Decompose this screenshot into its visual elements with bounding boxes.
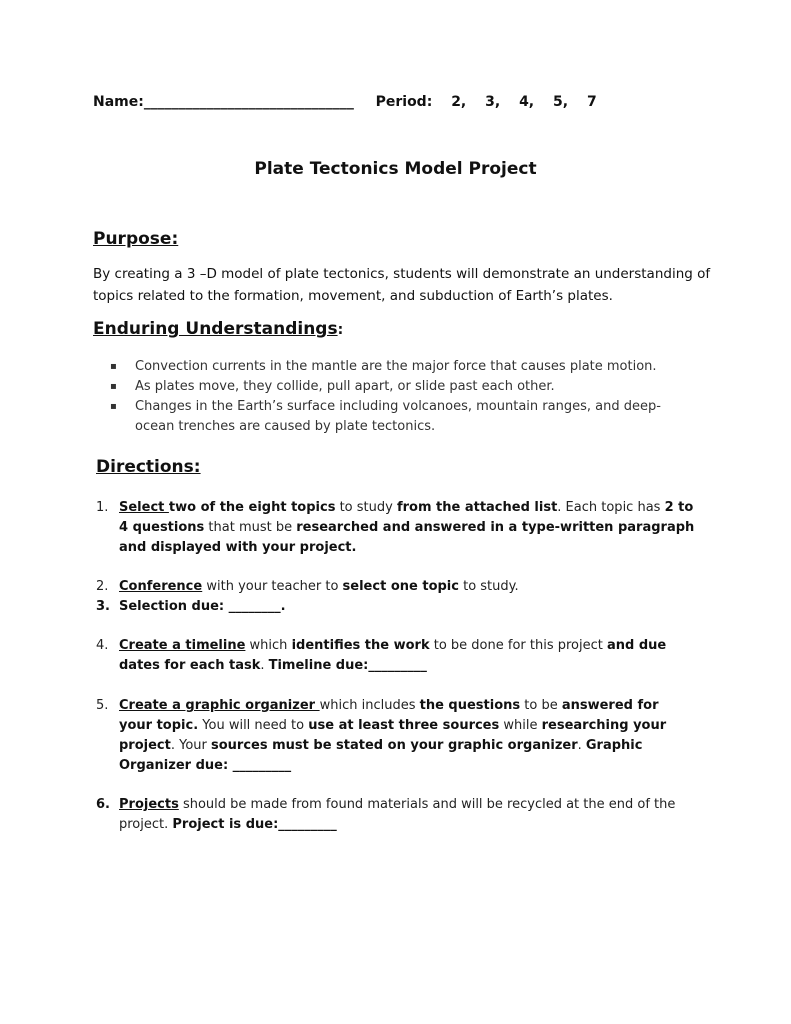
list-item: ▪ Convection currents in the mantle are the major force that causes plate motion. (110, 357, 700, 377)
name-blank: ______________________________ (143, 94, 354, 110)
period-options (437, 94, 597, 110)
direction-step-4: 4. Create a timeline which identifies the work to be done for this project and due dates for each task. Timeline due:_________ (96, 638, 667, 673)
list-item: ▪ Changes in the Earth’s surface including volcanoes, mountain ranges, and deep-ocean trenches are caused by plate tectonics. (110, 397, 700, 437)
purpose-heading: Purpose: (93, 229, 179, 249)
direction-step-3: 3. Selection due: ________. (96, 599, 286, 614)
direction-step-5: 5. Create a graphic organizer which includes the questions to be answered for your topic. You will need to use at least three sources while researching your project. Your sources must be stated on your graphic organizer. Graphic Organizer due: _________ (96, 698, 667, 773)
directions-heading: Directions: (96, 457, 201, 477)
period-option: 5, (553, 94, 569, 110)
period-option: 4, (519, 94, 535, 110)
list-item: ▪ As plates move, they collide, pull apart, or slide past each other. (110, 377, 700, 397)
enduring-understandings-list (110, 357, 700, 437)
purpose-text: By creating a 3 –D model of plate tectonics, students will demonstrate an understanding of topics related to the formation, movement, and subduction of Earth’s plates. (93, 266, 711, 304)
enduring-understandings-heading: Enduring Understandings: (93, 319, 344, 339)
period-label: Period: (375, 94, 433, 110)
period-option: 3, (485, 94, 501, 110)
direction-step-2: 2. Conference with your teacher to select one topic to study. (96, 579, 519, 594)
page-title: Plate Tectonics Model Project (254, 159, 537, 179)
direction-step-1: 1. Select two of the eight topics to study from the attached list. Each topic has 2 to 4 questions that must be researched and answered in a type-written paragraph and displayed with your project. (96, 500, 695, 555)
header-line (93, 94, 597, 110)
period-option: 7 (586, 94, 597, 110)
period-option: 2, (451, 94, 467, 110)
direction-step-6: 6. Projects should be made from found materials and will be recycled at the end of the project. Project is due:_________ (96, 797, 676, 832)
name-label: Name: (93, 94, 144, 110)
